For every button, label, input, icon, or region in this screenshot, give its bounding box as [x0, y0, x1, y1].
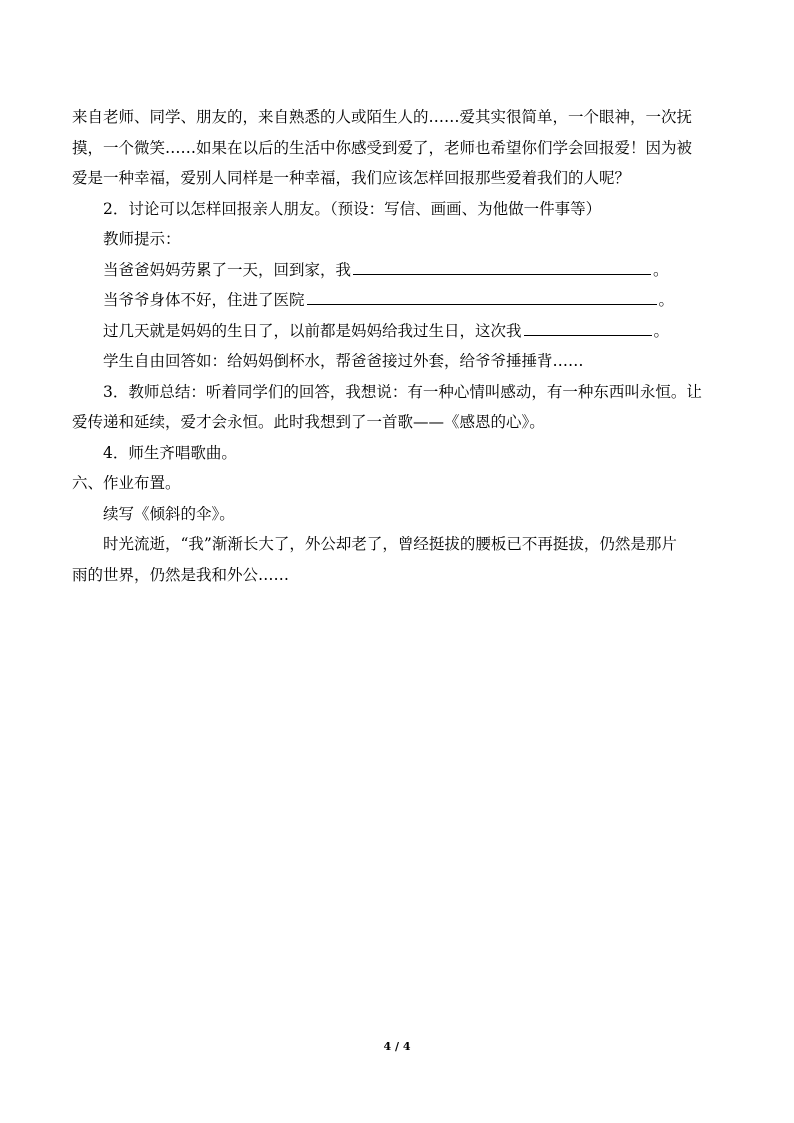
fill-in-blank	[524, 317, 652, 336]
paragraph-line: 摸，一个微笑……如果在以后的生活中你感受到爱了，老师也希望你们学会回报爱！因为被	[72, 138, 693, 157]
fill-in-prefix: 过几天就是妈妈的生日了，以前都是妈妈给我过生日，这次我	[103, 321, 522, 340]
fill-in-blank	[307, 286, 657, 305]
homework-text-line: 时光流逝，“我”渐渐长大了，外公却老了，曾经挺拔的腰板已不再挺拔，仍然是那片	[103, 535, 677, 553]
fill-in-sentence-2	[72, 285, 722, 316]
homework-title: 续写《倾斜的伞》。	[103, 504, 235, 523]
teacher-prompt-label: 教师提示：	[103, 230, 181, 248]
fill-in-prefix: 当爸爸妈妈劳累了一天，回到家，我	[103, 260, 352, 279]
section-6-heading: 六、作业布置。	[72, 474, 181, 492]
fill-in-suffix: 。	[658, 291, 675, 309]
discussion-item-2: 2．讨论可以怎样回报亲人朋友。（预设：写信、画画、为他做一件事等）	[103, 199, 602, 218]
fill-in-sentence-3	[72, 316, 722, 347]
homework-text-line: 雨的世界，仍然是我和外公……	[72, 565, 290, 584]
fill-in-prefix: 当爷爷身体不好，住进了医院	[103, 291, 305, 309]
teacher-summary-line: 爱传递和延续，爱才会永恒。此时我想到了一首歌——《感恩的心》。	[72, 413, 545, 431]
fill-in-sentence-1	[72, 255, 722, 286]
teacher-summary-line: 3．教师总结：听着同学们的回答，我想说：有一种心情叫感动，有一种东西叫永恒。让	[103, 382, 702, 401]
fill-in-suffix: 。	[653, 321, 670, 340]
student-answer: 学生自由回答如：给妈妈倒杯水，帮爸爸接过外套，给爷爷捶捶背……	[103, 352, 584, 370]
paragraph-line: 爱是一种幸福，爱别人同样是一种幸福，我们应该怎样回报那些爱着我们的人呢？	[72, 169, 631, 187]
paragraph-line: 来自老师、同学、朋友的，来自熟悉的人或陌生人的……爱其实很简单，一个眼神，一次抚	[72, 108, 693, 126]
document-body	[72, 102, 722, 590]
item-4: 4．师生齐唱歌曲。	[103, 443, 237, 462]
page-number: 4 / 4	[383, 1040, 411, 1053]
fill-in-suffix: 。	[653, 260, 669, 279]
fill-in-blank	[353, 256, 651, 275]
